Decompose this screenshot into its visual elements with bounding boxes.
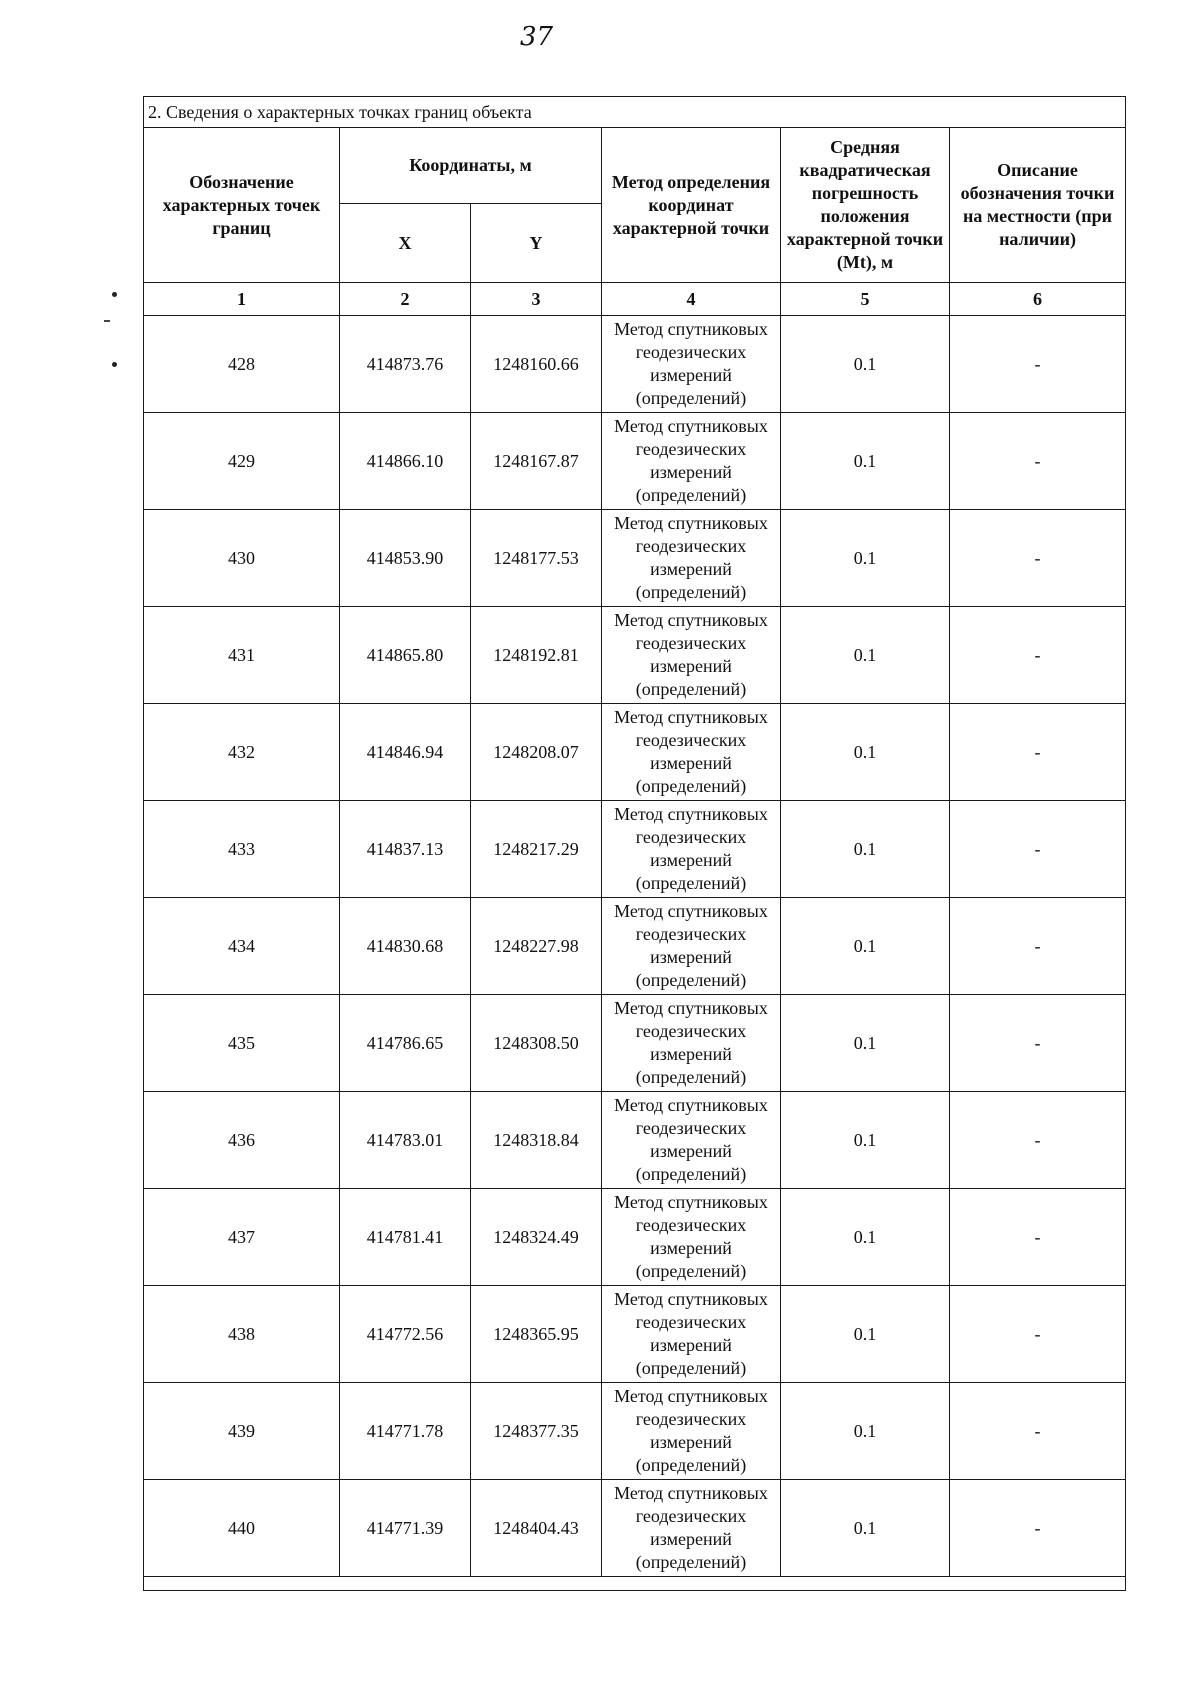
error-cell: 0.1 xyxy=(781,1480,950,1577)
coord-x: 414781.41 xyxy=(340,1189,471,1286)
header-designation: Обозначение характерных точек границ xyxy=(144,128,340,283)
error-cell: 0.1 xyxy=(781,316,950,413)
description-cell: - xyxy=(950,316,1126,413)
column-number: 3 xyxy=(471,283,602,316)
description-cell: - xyxy=(950,704,1126,801)
table-row xyxy=(144,510,1126,607)
point-id: 437 xyxy=(144,1189,340,1286)
coord-y: 1248160.66 xyxy=(471,316,602,413)
coord-y: 1248324.49 xyxy=(471,1189,602,1286)
coord-y: 1248227.98 xyxy=(471,898,602,995)
method-cell: Метод спутниковых геодезических измерений (определений) xyxy=(602,995,781,1092)
method-cell: Метод спутниковых геодезических измерений (определений) xyxy=(602,1189,781,1286)
method-cell: Метод спутниковых геодезических измерений (определений) xyxy=(602,1286,781,1383)
table-footer-row xyxy=(144,1577,1126,1591)
header-method: Метод определения координат характерной точки xyxy=(602,128,781,283)
scan-mark xyxy=(112,362,117,367)
table-row xyxy=(144,1092,1126,1189)
point-id: 434 xyxy=(144,898,340,995)
coord-y: 1248217.29 xyxy=(471,801,602,898)
coord-x: 414865.80 xyxy=(340,607,471,704)
column-number: 1 xyxy=(144,283,340,316)
column-number: 5 xyxy=(781,283,950,316)
header-coordinates: Координаты, м xyxy=(340,128,602,204)
table-row xyxy=(144,704,1126,801)
scan-mark xyxy=(112,292,117,297)
table-title: 2. Сведения о характерных точках границ объекта xyxy=(144,97,1126,128)
method-cell: Метод спутниковых геодезических измерений (определений) xyxy=(602,413,781,510)
description-cell: - xyxy=(950,1480,1126,1577)
coord-x: 414783.01 xyxy=(340,1092,471,1189)
point-id: 439 xyxy=(144,1383,340,1480)
method-cell: Метод спутниковых геодезических измерений (определений) xyxy=(602,704,781,801)
boundary-points-table xyxy=(143,96,1126,1591)
description-cell: - xyxy=(950,413,1126,510)
error-cell: 0.1 xyxy=(781,1286,950,1383)
coord-x: 414853.90 xyxy=(340,510,471,607)
coord-y: 1248377.35 xyxy=(471,1383,602,1480)
point-id: 428 xyxy=(144,316,340,413)
error-cell: 0.1 xyxy=(781,413,950,510)
error-cell: 0.1 xyxy=(781,1092,950,1189)
point-id: 436 xyxy=(144,1092,340,1189)
description-cell: - xyxy=(950,1092,1126,1189)
method-cell: Метод спутниковых геодезических измерений (определений) xyxy=(602,1383,781,1480)
coord-y: 1248208.07 xyxy=(471,704,602,801)
description-cell: - xyxy=(950,510,1126,607)
coord-x: 414786.65 xyxy=(340,995,471,1092)
coord-x: 414771.39 xyxy=(340,1480,471,1577)
table-row xyxy=(144,1189,1126,1286)
error-cell: 0.1 xyxy=(781,704,950,801)
table-row xyxy=(144,1480,1126,1577)
coord-y: 1248318.84 xyxy=(471,1092,602,1189)
coord-y: 1248308.50 xyxy=(471,995,602,1092)
point-id: 440 xyxy=(144,1480,340,1577)
column-number: 2 xyxy=(340,283,471,316)
header-x: X xyxy=(340,204,471,283)
header-description: Описание обозначения точки на местности (при наличии) xyxy=(950,128,1126,283)
page-number: 37 xyxy=(520,22,554,52)
coord-y: 1248167.87 xyxy=(471,413,602,510)
coord-y: 1248404.43 xyxy=(471,1480,602,1577)
table-row xyxy=(144,801,1126,898)
point-id: 433 xyxy=(144,801,340,898)
coord-x: 414866.10 xyxy=(340,413,471,510)
error-cell: 0.1 xyxy=(781,898,950,995)
column-number-row xyxy=(144,283,1126,316)
column-number: 4 xyxy=(602,283,781,316)
column-number: 6 xyxy=(950,283,1126,316)
table-row xyxy=(144,316,1126,413)
error-cell: 0.1 xyxy=(781,1189,950,1286)
coord-x: 414873.76 xyxy=(340,316,471,413)
description-cell: - xyxy=(950,898,1126,995)
description-cell: - xyxy=(950,801,1126,898)
table-row xyxy=(144,1286,1126,1383)
coord-x: 414772.56 xyxy=(340,1286,471,1383)
table-row xyxy=(144,898,1126,995)
coord-y: 1248365.95 xyxy=(471,1286,602,1383)
coord-x: 414846.94 xyxy=(340,704,471,801)
table-row xyxy=(144,413,1126,510)
description-cell: - xyxy=(950,995,1126,1092)
method-cell: Метод спутниковых геодезических измерений (определений) xyxy=(602,1480,781,1577)
header-y: Y xyxy=(471,204,602,283)
coord-x: 414837.13 xyxy=(340,801,471,898)
coord-x: 414771.78 xyxy=(340,1383,471,1480)
description-cell: - xyxy=(950,607,1126,704)
table-row xyxy=(144,607,1126,704)
method-cell: Метод спутниковых геодезических измерений (определений) xyxy=(602,316,781,413)
method-cell: Метод спутниковых геодезических измерений (определений) xyxy=(602,1092,781,1189)
description-cell: - xyxy=(950,1286,1126,1383)
coord-y: 1248177.53 xyxy=(471,510,602,607)
error-cell: 0.1 xyxy=(781,801,950,898)
description-cell: - xyxy=(950,1383,1126,1480)
scan-mark xyxy=(104,320,110,322)
point-id: 429 xyxy=(144,413,340,510)
table-row xyxy=(144,1383,1126,1480)
error-cell: 0.1 xyxy=(781,1383,950,1480)
method-cell: Метод спутниковых геодезических измерений (определений) xyxy=(602,898,781,995)
error-cell: 0.1 xyxy=(781,607,950,704)
method-cell: Метод спутниковых геодезических измерений (определений) xyxy=(602,607,781,704)
point-id: 431 xyxy=(144,607,340,704)
point-id: 435 xyxy=(144,995,340,1092)
method-cell: Метод спутниковых геодезических измерений (определений) xyxy=(602,801,781,898)
point-id: 432 xyxy=(144,704,340,801)
point-id: 430 xyxy=(144,510,340,607)
description-cell: - xyxy=(950,1189,1126,1286)
error-cell: 0.1 xyxy=(781,510,950,607)
header-error: Средняя квадратическая погрешность положения характерной точки (Mt), м xyxy=(781,128,950,283)
method-cell: Метод спутниковых геодезических измерений (определений) xyxy=(602,510,781,607)
point-id: 438 xyxy=(144,1286,340,1383)
coord-x: 414830.68 xyxy=(340,898,471,995)
coord-y: 1248192.81 xyxy=(471,607,602,704)
error-cell: 0.1 xyxy=(781,995,950,1092)
table-footer xyxy=(144,1577,1126,1591)
table-row xyxy=(144,995,1126,1092)
